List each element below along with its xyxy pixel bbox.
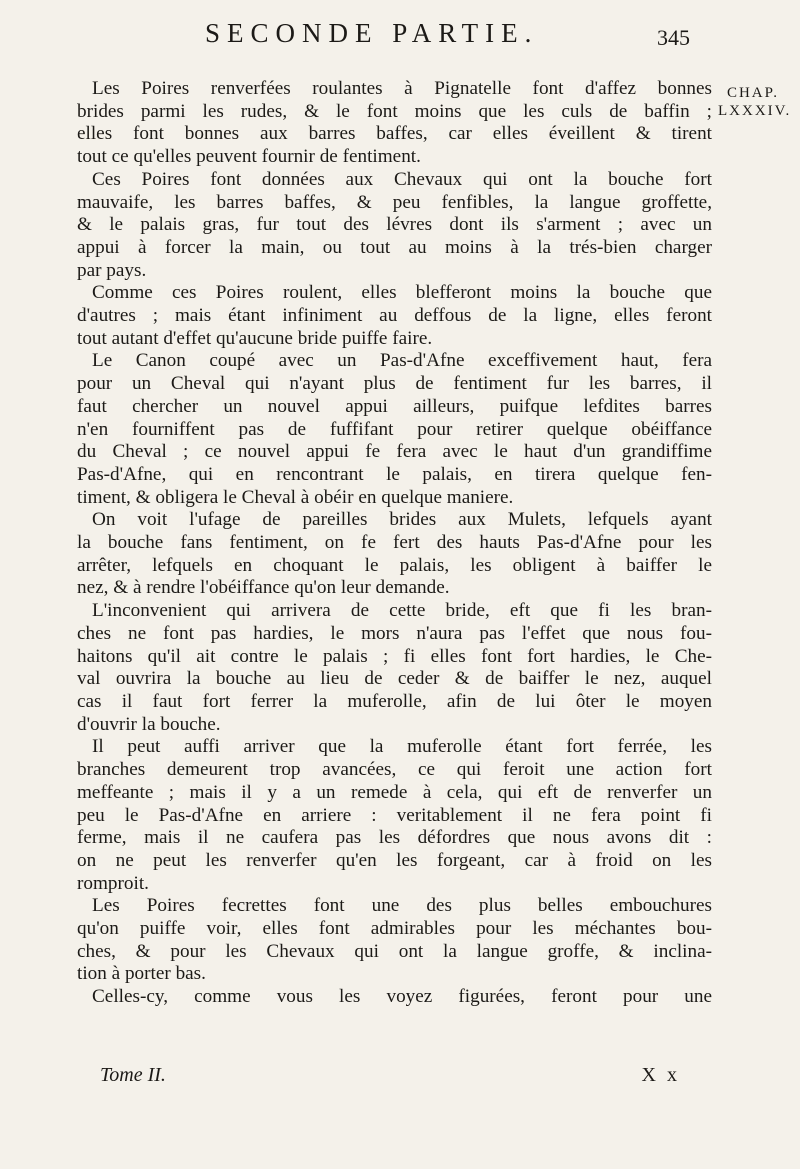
signature-mark: X x bbox=[641, 1064, 680, 1086]
text-line: ches, & pour les Chevaux qui ont la langue groffe, & inclina- bbox=[77, 940, 712, 962]
paragraph-mulets bbox=[77, 509, 712, 600]
text-line: qu'on puiffe voir, elles font admirables pour les méchantes bou- bbox=[77, 918, 712, 940]
text-line: Les Poires fecrettes font une des plus belles embouchures bbox=[92, 895, 712, 917]
text-line: d'ouvrir la bouche. bbox=[77, 713, 221, 735]
text-line: mauvaife, les barres baffes, & peu fenfibles, la langue groffette, bbox=[77, 191, 712, 213]
text-line: haitons qu'il ait contre le palais ; fi elles font fort hardies, le Che- bbox=[77, 645, 712, 667]
text-line: meffeante ; mais il y a un remede à cela, qui eft de renverfer un bbox=[77, 781, 712, 803]
text-line: L'inconvenient qui arrivera de cette bride, eft que fi les bran- bbox=[92, 600, 712, 622]
text-line: on ne peut les renverfer qu'en les forgeant, car à froid on les bbox=[77, 849, 712, 871]
text-line: peu le Pas-d'Afne en arriere : veritablement il ne fera point fi bbox=[77, 804, 712, 826]
text-line: n'en fourniffent pas de fuffifant pour retirer quelque obéiffance bbox=[77, 418, 712, 440]
body-text bbox=[77, 78, 712, 1009]
volume-label: Tome II. bbox=[100, 1064, 166, 1086]
paragraph-inconvenient bbox=[77, 600, 712, 736]
paragraph-poires-renversees bbox=[77, 78, 712, 169]
text-line: par pays. bbox=[77, 259, 147, 281]
text-line: appui à forcer la main, ou tout au moins à la trés-bien charger bbox=[77, 236, 712, 258]
text-line: romproit. bbox=[77, 872, 149, 894]
text-line: Ces Poires font données aux Chevaux qui ont la bouche fort bbox=[92, 168, 712, 190]
text-line: arrêter, lefquels en choquant le palais, les obligent à baiffer le bbox=[77, 554, 712, 576]
chapter-number: LXXXIV. bbox=[718, 103, 792, 119]
text-line: Les Poires renverfées roulantes à Pignatelle font d'affez bonnes bbox=[92, 78, 712, 99]
text-line: tout ce qu'elles peuvent fournir de fentiment. bbox=[77, 146, 421, 168]
text-line: faut chercher un nouvel appui ailleurs, puifque lefdites barres bbox=[77, 395, 712, 417]
text-line: branches demeurent trop avancées, ce qui feroit une action fort bbox=[77, 759, 712, 781]
text-line: du Cheval ; ce nouvel appui fe fera avec le haut d'un grandiffime bbox=[77, 441, 712, 463]
text-line: pour un Cheval qui n'ayant plus de fentiment fur les barres, il bbox=[77, 373, 712, 395]
text-line: tout autant d'effet qu'aucune bride puiffe faire. bbox=[77, 327, 433, 349]
paragraph-poires-roulent bbox=[77, 282, 712, 350]
paragraph-celles-cy bbox=[77, 986, 712, 1009]
text-line: Le Canon coupé avec un Pas-d'Afne exceffivement haut, fera bbox=[92, 350, 712, 372]
text-line: elles font bonnes aux barres baffes, car elles éveillent & tirent bbox=[77, 123, 712, 145]
text-line: ferme, mais il ne caufera pas les défordres que nous avons dit : bbox=[77, 827, 712, 849]
text-line: tion à porter bas. bbox=[77, 963, 206, 985]
page-footer bbox=[100, 1064, 680, 1088]
chapter-margin-note bbox=[718, 84, 792, 120]
chapter-label: CHAP. bbox=[726, 85, 780, 101]
text-line: cas il faut fort ferrer la muferolle, afin de lui ôter le moyen bbox=[77, 690, 712, 712]
paragraph-canon-coupe bbox=[77, 350, 712, 509]
running-title: SECONDE PARTIE. bbox=[205, 18, 539, 48]
text-line: Il peut auffi arriver que la muferolle étant fort ferrée, les bbox=[92, 736, 712, 758]
text-line: la bouche fans fentiment, on fe fert des hauts Pas-d'Afne pour les bbox=[77, 532, 712, 554]
text-line: Pas-d'Afne, qui en rencontrant le palais, en tirera quelque fen- bbox=[77, 463, 712, 485]
text-line: nez, & à rendre l'obéiffance qu'on leur demande. bbox=[77, 577, 450, 599]
text-line: val ouvrira la bouche au lieu de ceder & de baiffer le nez, auquel bbox=[77, 668, 712, 690]
text-line: ches ne font pas hardies, le mors n'aura pas l'effet que nous fou- bbox=[77, 622, 712, 644]
text-line: d'autres ; mais étant infiniment au deffous de la ligne, elles feront bbox=[77, 305, 712, 327]
text-line: timent, & obligera le Cheval à obéir en quelque maniere. bbox=[77, 486, 514, 508]
page-number: 345 bbox=[657, 25, 690, 50]
text-line: On voit l'ufage de pareilles brides aux Mulets, lefquels ayant bbox=[92, 509, 712, 531]
text-line: & le palais gras, fur tout des lévres dont ils s'arment ; avec un bbox=[77, 214, 712, 236]
text-line: brides parmi les rudes, & le font moins que les culs de baffin ; bbox=[77, 100, 712, 122]
paragraph-poires-secrettes bbox=[77, 895, 712, 986]
paragraph-muserolle bbox=[77, 736, 712, 895]
text-line: Comme ces Poires roulent, elles blefferont moins la bouche que bbox=[92, 282, 712, 304]
text-line: Celles-cy, comme vous les voyez figurées, feront pour une bbox=[92, 986, 712, 1008]
paragraph-chevaux-bouche bbox=[77, 169, 712, 283]
